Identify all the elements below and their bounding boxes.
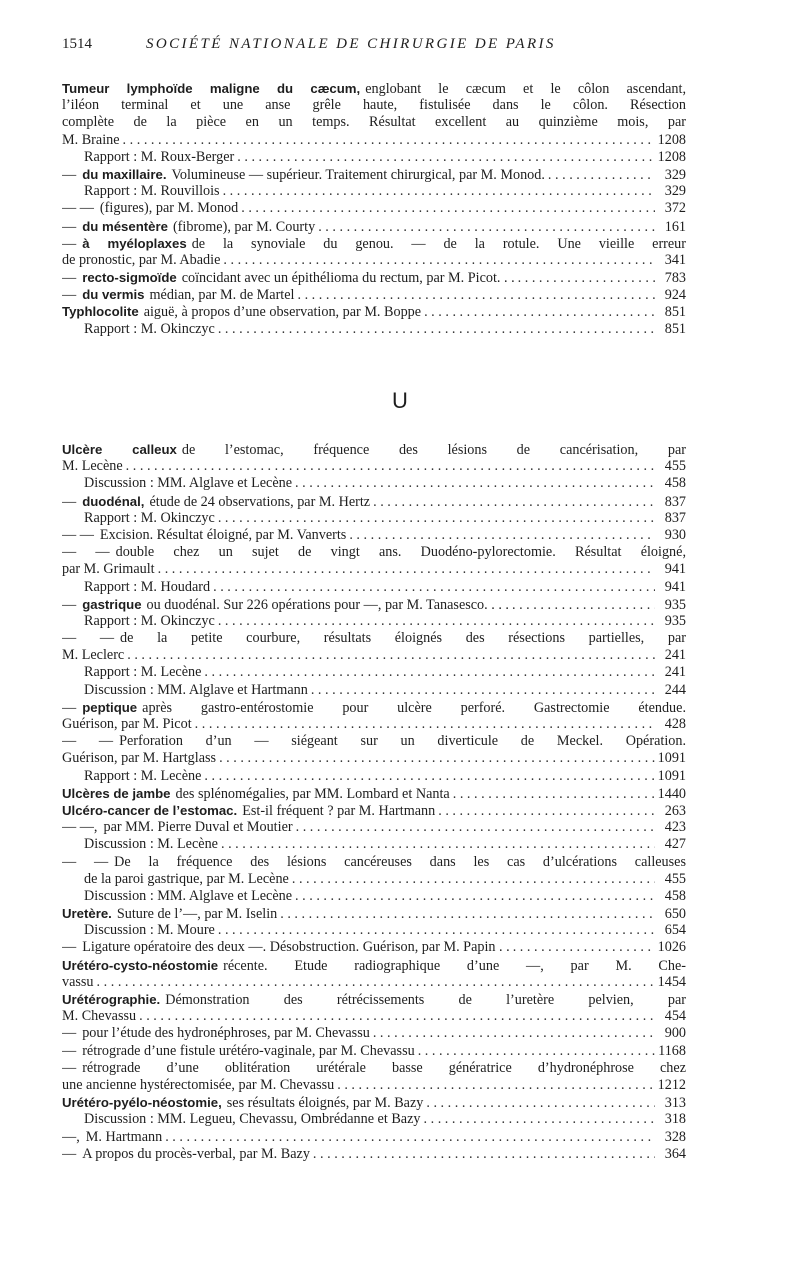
entry-text: M. Leclerc: [62, 647, 125, 664]
index-entry: [62, 579, 686, 596]
entry-last-line: [62, 768, 686, 785]
entry-text: De la fréquence des lésions cancéreuses dans les cas d’ulcérations calleuses: [114, 853, 686, 870]
entry-last-line: [62, 510, 686, 527]
entry-text: Perforation d’un — siégeant sur un diverticule de Meckel. Opération.: [119, 733, 686, 750]
entry-last-line: [62, 596, 686, 613]
entry-last-line: [62, 269, 686, 286]
entry-text: ses résultats éloignés, par M. Bazy: [226, 1095, 424, 1112]
entry-line: [62, 1060, 686, 1077]
index-entry: [62, 991, 686, 1025]
entry-line: [62, 991, 686, 1008]
running-header: [62, 36, 672, 56]
dot-leader: [424, 304, 655, 320]
entry-text: de la petite courbure, résultats éloignés des résections partielles, par: [120, 630, 686, 647]
entry-last-line: [62, 493, 686, 510]
dot-leader: [123, 132, 655, 149]
entry-last-line: [62, 888, 686, 905]
entry-text: Démonstration des rétrécissements de l’uretère pelvien, par: [165, 992, 686, 1008]
entry-dash: —: [62, 1145, 77, 1162]
entry-dash: —: [62, 939, 77, 956]
entry-text: Rapport : M. Rouvillois: [84, 183, 220, 200]
entry-last-line: [62, 1008, 686, 1025]
index-entry: [62, 286, 686, 303]
dot-leader: [513, 939, 655, 956]
entry-heading: Tumeur lymphoïde maligne du cæcum,: [62, 81, 361, 96]
entry-text: Est-il fréquent ? par M. Hartmann: [242, 802, 436, 819]
page-reference: 1208: [657, 148, 686, 165]
page-reference: 372: [664, 200, 686, 217]
entry-dash: —: [62, 1042, 77, 1059]
entry-text: pour l’étude des hydronéphroses, par M. Chevassu: [82, 1025, 370, 1042]
index-section-u: [62, 441, 686, 1163]
page-reference: 161: [664, 218, 686, 235]
entry-dash: —: [62, 493, 77, 510]
entry-last-line: [62, 579, 686, 596]
index-entry: [62, 819, 686, 836]
entry-line: [62, 235, 686, 252]
index-entry: [62, 510, 686, 527]
dot-leader: [241, 200, 655, 217]
page-reference: 241: [664, 664, 686, 681]
index-entry: [62, 441, 686, 475]
index-entry: [62, 218, 686, 235]
entry-line: [62, 630, 686, 647]
page-reference: 1091: [657, 767, 686, 784]
entry-last-line: [62, 458, 686, 475]
entry-line: [62, 114, 686, 131]
page-reference: 941: [664, 578, 686, 595]
entry-text: complète de la pièce en un temps. Résultat excellent au quinzième mois, par: [62, 114, 686, 131]
dot-leader: [165, 1129, 655, 1146]
entry-text: médian, par M. de Martel: [149, 287, 295, 304]
entry-heading: Typhlocolite: [62, 304, 139, 320]
entry-dash: —: [62, 218, 77, 235]
entry-last-line: [62, 819, 686, 836]
entry-dash: — —: [62, 544, 110, 561]
entry-text: Rapport : M. Houdard: [84, 578, 211, 595]
index-entry: [62, 1129, 686, 1146]
entry-dash: — —: [62, 630, 115, 647]
page-reference: 837: [664, 509, 686, 526]
entry-text: Excision. Résultat éloigné, par M. Vanverts: [99, 526, 347, 543]
dot-leader: [204, 664, 655, 681]
entry-text: récente. Etude radiographique d’une —, par M. Che-: [223, 957, 686, 974]
entry-last-line: [62, 303, 686, 320]
entry-last-line: [62, 1146, 686, 1163]
index-entry: [62, 1094, 686, 1111]
page-reference: 650: [664, 906, 686, 923]
entry-line: [62, 854, 686, 871]
entry-dash: — —: [62, 853, 109, 870]
entry-dash: — —: [62, 526, 94, 543]
dot-leader: [195, 716, 655, 733]
entry-last-line: [62, 166, 686, 183]
dot-leader: [218, 922, 655, 939]
entry-text: rétrograde d’une oblitération urétérale basse génératrice d’hydronéphrose chez: [82, 1059, 686, 1076]
entry-last-line: [62, 1025, 686, 1042]
index-entry: [62, 699, 686, 733]
page-reference: 1454: [657, 973, 686, 990]
entry-text: Rapport : M. Okinczyc: [84, 509, 215, 526]
index-entry: [62, 1043, 686, 1060]
index-entry: [62, 733, 686, 767]
entry-text: une ancienne hystérectomisée, par M. Chevassu: [62, 1076, 335, 1093]
entry-text: par M. Grimault: [62, 561, 155, 578]
entry-dash: —: [62, 596, 77, 613]
index-entry: [62, 1111, 686, 1128]
page-reference: 1168: [658, 1042, 686, 1059]
entry-last-line: [62, 871, 686, 888]
dot-leader: [280, 906, 655, 922]
entry-heading: duodénal,: [82, 493, 145, 509]
dot-leader: [438, 803, 655, 819]
dot-leader: [223, 252, 655, 269]
entry-heading: Urétéro-pyélo-néostomie,: [62, 1095, 222, 1111]
entry-line: [62, 544, 686, 561]
dot-leader: [97, 974, 655, 991]
entry-last-line: [62, 1094, 686, 1111]
entry-text: Ligature opératoire des deux —. Désobstruction. Guérison, par M. Papin . .: [82, 939, 510, 956]
entry-line: [62, 699, 686, 716]
entry-text: Rapport : M. Okinczyc: [84, 612, 215, 629]
index-entry: [62, 939, 686, 956]
page-reference: 455: [664, 458, 686, 475]
entry-last-line: [62, 664, 686, 681]
index-entry: [62, 630, 686, 664]
dot-leader: [139, 1008, 655, 1025]
index-entry: [62, 235, 686, 269]
entry-last-line: [62, 321, 686, 338]
dot-leader: [548, 167, 655, 183]
entry-heading: à myéloplaxes: [82, 235, 187, 251]
index-entry: [62, 836, 686, 853]
dot-leader: [418, 1043, 655, 1060]
entry-text: double chez un sujet de vingt ans. Duodéno-pylorectomie. Résultat éloigné,: [115, 544, 686, 561]
entry-text: A propos du procès-verbal, par M. Bazy: [82, 1145, 310, 1162]
entry-dash: —: [62, 1059, 77, 1076]
entry-heading: du vermis: [82, 287, 145, 303]
page-reference: 900: [664, 1025, 686, 1042]
entry-text: Rapport : M. Lecène: [84, 664, 202, 681]
dot-leader: [512, 597, 655, 613]
page-reference: 241: [664, 647, 686, 664]
dot-leader: [296, 819, 655, 836]
entry-dash: —: [62, 1025, 77, 1042]
dot-leader: [126, 458, 655, 475]
entry-line: [62, 957, 686, 974]
page-reference: 935: [664, 612, 686, 629]
page-reference: 924: [664, 287, 686, 304]
page-reference: 423: [664, 819, 686, 836]
dot-leader: [373, 494, 655, 510]
entry-last-line: [62, 1077, 686, 1094]
entry-text: M. Hartmann: [85, 1128, 163, 1145]
dot-leader: [311, 682, 655, 699]
entry-text: Discussion : MM. Alglave et Hartmann: [84, 681, 308, 698]
entry-last-line: [62, 922, 686, 939]
entry-text: Discussion : MM. Alglave et Lecène: [84, 887, 293, 904]
dot-leader: [349, 527, 655, 544]
index-entry: [62, 1025, 686, 1042]
entry-heading: recto-sigmoïde: [82, 270, 177, 286]
entry-last-line: [62, 905, 686, 922]
index-entry: [62, 682, 686, 699]
entry-heading: du mésentère: [82, 218, 168, 234]
dot-leader: [292, 871, 655, 888]
page-reference: 427: [664, 836, 686, 853]
page-reference: 1026: [657, 939, 686, 956]
page-reference: 313: [664, 1095, 686, 1112]
index-entry: [62, 888, 686, 905]
index-entry: [62, 854, 686, 888]
entry-heading: Ulcéro-cancer de l’estomac.: [62, 802, 238, 818]
index-entry: [62, 80, 686, 149]
index-entry: [62, 802, 686, 819]
entry-last-line: [62, 149, 686, 166]
entry-text: Discussion : M. Moure: [84, 922, 215, 939]
dot-leader: [218, 510, 655, 527]
entry-text: Discussion : M. Lecène: [84, 836, 218, 853]
entry-heading: Urétérographie.: [62, 992, 161, 1007]
entry-text: Guérison, par M. Hartglass: [62, 750, 217, 767]
index-entry: [62, 905, 686, 922]
entry-text: aiguë, à propos d’une observation, par M. Boppe: [143, 304, 422, 321]
entry-line: [62, 441, 686, 458]
index-entry: [62, 303, 686, 320]
page-reference: 328: [664, 1128, 686, 1145]
entry-text: Discussion : MM. Alglave et Lecène: [84, 475, 293, 492]
dot-leader: [204, 768, 654, 785]
page-reference: 454: [664, 1008, 686, 1025]
entry-line: [62, 80, 686, 97]
index-entry: [62, 544, 686, 578]
index-entry: [62, 475, 686, 492]
entry-last-line: [62, 561, 686, 578]
entry-dash: —: [62, 270, 77, 287]
page-reference: 318: [664, 1111, 686, 1128]
entry-last-line: [62, 613, 686, 630]
dot-leader: [424, 1111, 656, 1128]
entry-text: par MM. Pierre Duval et Moutier: [103, 819, 293, 836]
entry-text: de la paroi gastrique, par M. Lecène: [84, 870, 289, 887]
entry-heading: peptique: [82, 699, 138, 715]
entry-last-line: [62, 682, 686, 699]
page-reference: 428: [664, 716, 686, 732]
entry-text: (figures), par M. Monod: [99, 200, 239, 217]
page-reference: 654: [664, 922, 686, 939]
dot-leader: [453, 786, 655, 802]
page-reference: 1440: [657, 785, 686, 802]
index-entry: [62, 922, 686, 939]
entry-text: vassu: [62, 973, 94, 990]
entry-last-line: [62, 218, 686, 235]
dot-leader: [218, 321, 655, 338]
page-reference: 930: [664, 526, 686, 543]
entry-text: M. Chevassu: [62, 1008, 137, 1025]
entry-text: l’iléon terminal et une anse grêle haute, fistulisée dans le côlon. Résection: [62, 97, 686, 114]
entry-dash: —: [62, 699, 77, 716]
page-reference: 458: [664, 887, 686, 904]
entry-last-line: [62, 132, 686, 149]
entry-text: Rapport : M. Lecène: [84, 767, 202, 784]
entry-text: Guérison, par M. Picot: [62, 716, 192, 732]
index-entry: [62, 321, 686, 338]
index-entry: [62, 1146, 686, 1163]
entry-last-line: [62, 974, 686, 991]
entry-text: englobant le cæcum et le côlon ascendant,: [365, 81, 686, 97]
entry-dash: — —: [62, 200, 94, 217]
entry-text: de pronostic, par M. Abadie: [62, 251, 221, 268]
dot-leader: [518, 270, 655, 286]
dot-leader: [213, 579, 655, 596]
entry-dash: —: [62, 287, 77, 304]
entry-text: Suture de l’—, par M. Iselin: [116, 906, 278, 923]
entry-text: ou duodénal. Sur 226 opérations pour —, par M. Tanasesco. . . .: [146, 596, 509, 613]
dot-leader: [426, 1095, 655, 1111]
entry-dash: —,: [62, 1128, 80, 1145]
entry-last-line: [62, 252, 686, 269]
dot-leader: [218, 613, 655, 630]
dot-leader: [313, 1146, 655, 1163]
entry-text: des splénomégalies, par MM. Lombard et Nanta: [175, 785, 450, 802]
entry-text: M. Braine: [62, 131, 120, 148]
page-reference: 1091: [657, 750, 686, 767]
entry-line: [62, 97, 686, 114]
dot-leader: [223, 183, 655, 200]
page-reference: 851: [664, 304, 686, 321]
entry-text: de l’estomac, fréquence des lésions de cancérisation, par: [181, 442, 686, 458]
index-entry: [62, 149, 686, 166]
dot-leader: [221, 836, 655, 853]
entry-text: étude de 24 observations, par M. Hertz: [149, 493, 371, 510]
dot-leader: [158, 561, 655, 578]
entry-heading: Uretère.: [62, 906, 112, 922]
page-reference: 1208: [657, 131, 686, 148]
entry-last-line: [62, 527, 686, 544]
page-reference: 935: [664, 596, 686, 613]
entry-heading: du maxillaire.: [82, 166, 167, 182]
dot-leader: [297, 287, 655, 303]
entry-dash: — —,: [62, 819, 98, 836]
entry-text: M. Lecène: [62, 458, 123, 475]
entry-last-line: [62, 1111, 686, 1128]
entry-last-line: [62, 785, 686, 802]
entry-heading: Ulcères de jambe: [62, 785, 171, 801]
entry-last-line: [62, 939, 686, 956]
page-reference: 329: [664, 166, 686, 183]
page-reference: 783: [664, 270, 686, 287]
page-reference: 244: [664, 681, 686, 698]
entry-text: Rapport : M. Okinczyc: [84, 320, 215, 337]
index-entry: [62, 200, 686, 217]
entry-last-line: [62, 750, 686, 767]
entry-text: Discussion : MM. Legueu, Chevassu, Ombrédanne et Bazy: [84, 1111, 421, 1128]
entry-dash: — —: [62, 733, 114, 750]
page-reference: 329: [664, 183, 686, 200]
entry-text: après gastro-entérostomie pour ulcère perforé. Gastrectomie étendue.: [142, 699, 686, 716]
entry-last-line: [62, 200, 686, 217]
entry-last-line: [62, 836, 686, 853]
index-entry: [62, 269, 686, 286]
index-entry: [62, 166, 686, 183]
entry-dash: —: [62, 235, 77, 252]
page-reference: 837: [664, 493, 686, 510]
entry-last-line: [62, 183, 686, 200]
entry-heading: Ulcère calleux: [62, 442, 177, 457]
entry-last-line: [62, 1043, 686, 1060]
index-entry: [62, 596, 686, 613]
entry-line: [62, 733, 686, 750]
page-reference: 341: [664, 251, 686, 268]
entry-text: Rapport : M. Roux-Berger: [84, 148, 235, 165]
entry-last-line: [62, 716, 686, 733]
page-reference: 364: [664, 1145, 686, 1162]
page-reference: 458: [664, 475, 686, 492]
entry-last-line: [62, 475, 686, 492]
index-entry: [62, 768, 686, 785]
dot-leader: [295, 888, 655, 905]
index-section-t: [62, 80, 686, 338]
entry-text: Volumineuse — supérieur. Traitement chirurgical, par M. Monod.: [171, 166, 545, 183]
index-entry: [62, 664, 686, 681]
entry-dash: —: [62, 166, 77, 183]
entry-last-line: [62, 1129, 686, 1146]
dot-leader: [219, 750, 655, 767]
dot-leader: [337, 1077, 654, 1094]
entry-heading: Urétéro-cysto-néostomie: [62, 957, 219, 973]
entry-text: de la synoviale du genou. — de la rotule. Une vieille erreur: [191, 235, 686, 252]
entry-heading: gastrique: [82, 596, 142, 612]
page-reference: 263: [664, 802, 686, 819]
page-number: 1514: [62, 36, 92, 52]
entry-text: coïncidant avec un épithélioma du rectum, par M. Picot. . .: [181, 270, 515, 287]
page-reference: 455: [664, 870, 686, 887]
dot-leader: [127, 647, 655, 664]
dot-leader: [237, 149, 654, 166]
index-entry: [62, 613, 686, 630]
dot-leader: [373, 1025, 655, 1042]
entry-last-line: [62, 647, 686, 664]
page-reference: 851: [664, 320, 686, 337]
index-entry: [62, 493, 686, 510]
index-entry: [62, 527, 686, 544]
page-reference: 1212: [657, 1076, 686, 1093]
index-entry: [62, 957, 686, 991]
dot-leader: [295, 475, 655, 492]
entry-text: rétrograde d’une fistule urétéro-vaginale, par M. Chevassu: [82, 1042, 415, 1059]
index-entry: [62, 183, 686, 200]
entry-text: (fibrome), par M. Courty: [172, 218, 316, 235]
running-title: SOCIÉTÉ NATIONALE DE CHIRURGIE DE PARIS: [146, 36, 556, 52]
index-entry: [62, 785, 686, 802]
page-reference: 941: [664, 561, 686, 578]
entry-last-line: [62, 286, 686, 303]
dot-leader: [318, 219, 655, 235]
entry-last-line: [62, 802, 686, 819]
index-entry: [62, 1060, 686, 1094]
section-letter: U: [392, 388, 408, 413]
